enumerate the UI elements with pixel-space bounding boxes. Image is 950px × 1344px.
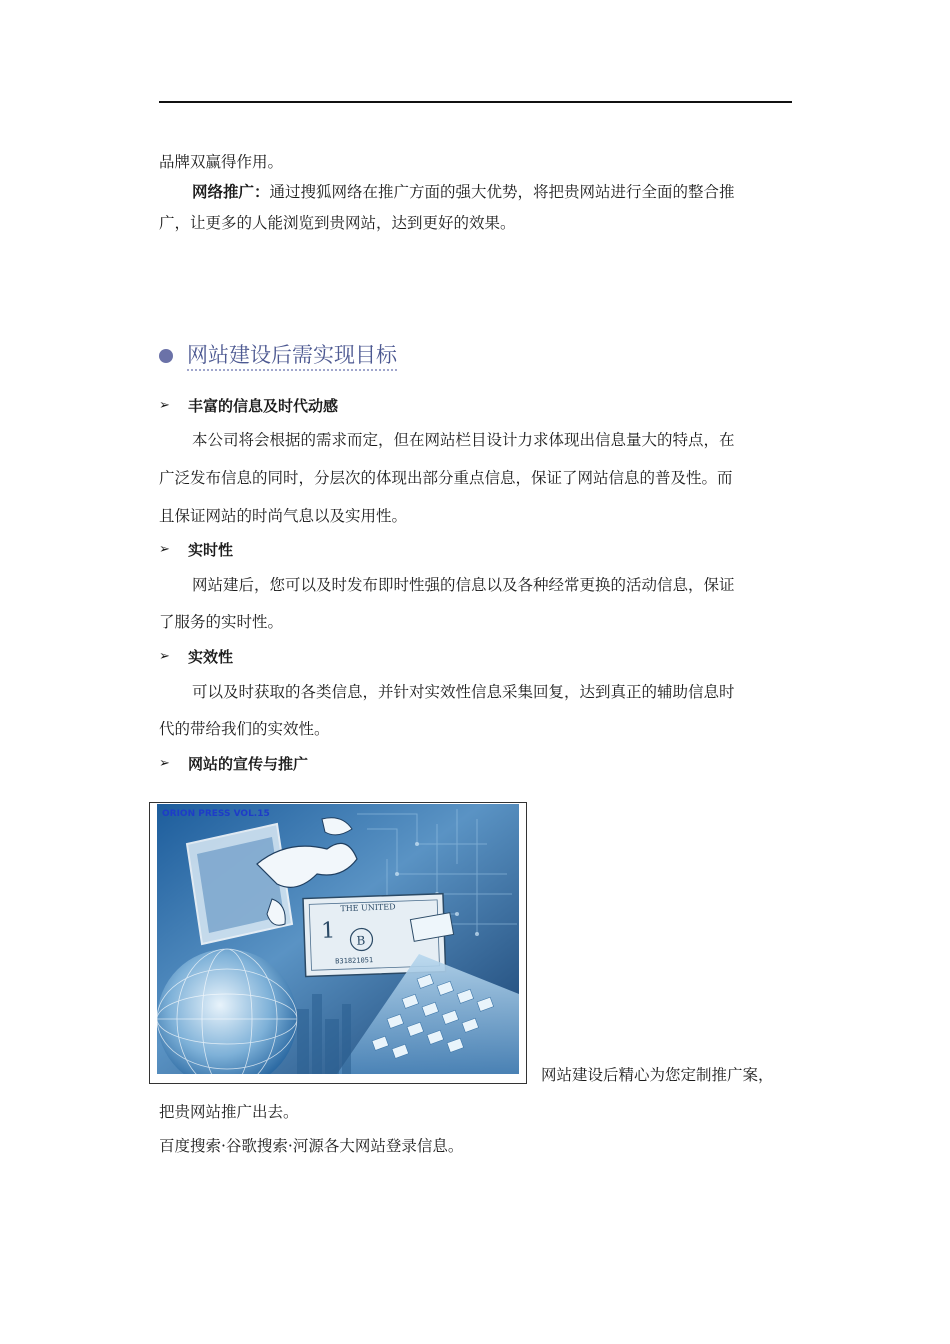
network-collage-image bbox=[157, 804, 519, 1074]
promo-line-2: 把贵网站推广出去。 bbox=[159, 1103, 299, 1121]
header-rule bbox=[159, 101, 792, 103]
paragraph-line: 代的带给我们的实效性。 bbox=[159, 720, 330, 738]
svg-text:1: 1 bbox=[320, 918, 336, 944]
subheading-promotion: ➢ 网站的宣传与推广 bbox=[159, 754, 309, 773]
arrow-bullet-icon: ➢ bbox=[159, 648, 170, 664]
arrow-bullet-icon: ➢ bbox=[159, 755, 170, 771]
paragraph-line: 广泛发布信息的同时，分层次的体现出部分重点信息，保证了网站信息的普及性。而 bbox=[159, 469, 733, 487]
section-heading bbox=[159, 340, 397, 372]
promo-line-1: 网站建设后精心为您定制推广案， bbox=[541, 1066, 774, 1084]
network-paragraph bbox=[159, 182, 792, 202]
network-text: 通过搜狐网络在推广方面的强大优势，将把贵网站进行全面的整合推 bbox=[269, 183, 735, 201]
paragraph-line: 本公司将会根据的需求而定，但在网站栏目设计力求体现出信息量大的特点，在 bbox=[192, 431, 735, 449]
paragraph-line: 了服务的实时性。 bbox=[159, 613, 284, 631]
bullet-circle-icon bbox=[159, 349, 173, 363]
svg-text:B: B bbox=[356, 933, 366, 948]
subheading-effectiveness: ➢ 实效性 bbox=[159, 647, 234, 666]
bill-text: THE UNITED bbox=[340, 902, 396, 914]
section-title: 网站建设后需实现目标 bbox=[187, 342, 397, 371]
network-paragraph-cont: 广，让更多的人能浏览到贵网站，达到更好的效果。 bbox=[159, 214, 516, 232]
network-label: 网络推广： bbox=[192, 183, 270, 201]
arrow-bullet-icon: ➢ bbox=[159, 397, 170, 413]
subheading-rich-info: ➢ 丰富的信息及时代动感 bbox=[159, 396, 339, 415]
press-label: ORION PRESS VOL.15 bbox=[162, 809, 270, 819]
paragraph-line: 且保证网站的时尚气息以及实用性。 bbox=[159, 507, 408, 525]
figure-frame bbox=[149, 802, 527, 1084]
paragraph-line: 网站建后，您可以及时发布即时性强的信息以及各种经常更换的活动信息，保证 bbox=[192, 576, 735, 594]
intro-line: 品牌双赢得作用。 bbox=[159, 153, 284, 171]
subheading-realtime: ➢ 实时性 bbox=[159, 540, 234, 559]
bill-serial: B31821051 bbox=[335, 956, 374, 966]
promo-line-3: 百度搜索·谷歌搜索·河源各大网站登录信息。 bbox=[159, 1137, 464, 1155]
arrow-bullet-icon: ➢ bbox=[159, 541, 170, 557]
paragraph-line: 可以及时获取的各类信息，并针对实效性信息采集回复，达到真正的辅助信息时 bbox=[192, 683, 735, 701]
